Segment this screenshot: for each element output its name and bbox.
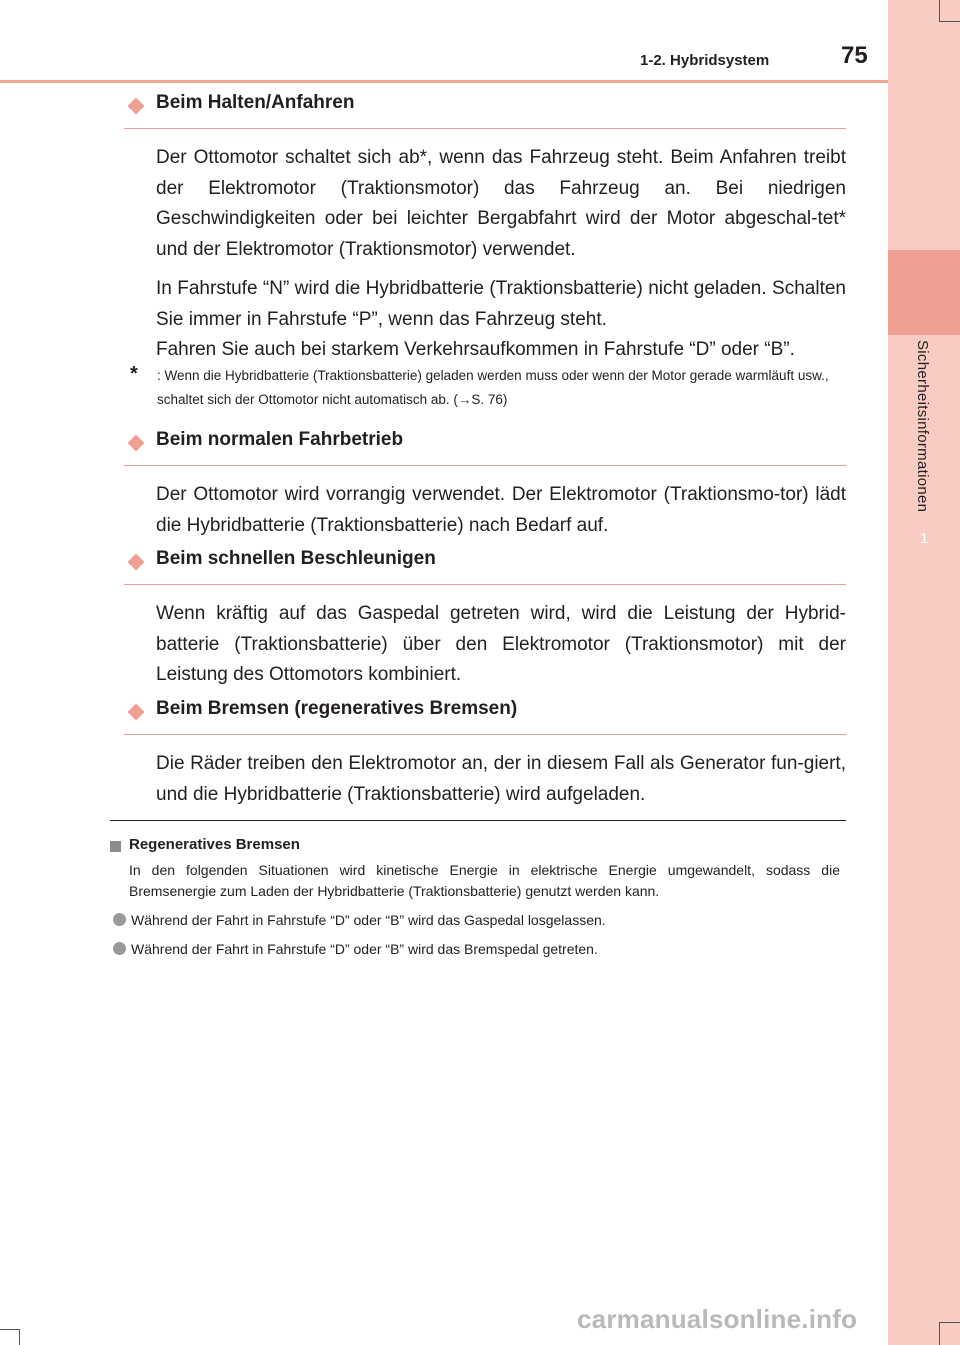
list-item-text: Während der Fahrt in Fahrstufe “D” oder “B” wird das Bremspedal getreten. [131,941,598,957]
crop-mark [0,1329,20,1330]
info-title: Regeneratives Bremsen [129,836,300,853]
crop-mark [939,0,940,22]
diamond-bullet-icon [128,98,145,115]
page-header [0,0,888,82]
crop-mark [939,1322,940,1345]
list-item [110,939,840,960]
info-body: In den folgenden Situationen wird kinetische Energie in elektrische Energie umgewandelt, sodass die Bremsenergie zum Laden der Hybridbatterie (Traktionsbatterie) genutzt werden kann. [129,862,840,899]
list-item-text: Während der Fahrt in Fahrstufe “D” oder “B” wird das Gaspedal losgelassen. [131,912,606,928]
footnote-marker: * [130,363,138,385]
diamond-bullet-icon [128,704,145,721]
body-paragraph: Die Räder treiben den Elektromotor an, der in diesem Fall als Generator fun-giert, und die Hybridbatterie (Traktionsbatterie) wird aufgeladen. [156,753,846,805]
header-section-title: 1-2. Hybridsystem [640,52,770,69]
section-schnelles-beschleunigen [124,546,846,691]
chapter-side-tab [888,0,960,1345]
body-paragraph: Fahren Sie auch bei starkem Verkehrsaufkommen in Fahrstufe “D” oder “B”. [156,339,795,360]
section-title: Beim Halten/Anfahren [156,92,355,113]
footnote-text: : Wenn die Hybridbatterie (Traktionsbatterie) geladen werden muss oder wenn der Motor gerade warmläuft usw., schaltet sich der Ottomotor nicht automatisch ab. (→S. 76) [157,368,829,407]
circle-bullet-icon [113,913,126,926]
chapter-number: 1 [919,530,929,547]
body-paragraph: In Fahrstufe “N” wird die Hybridbatterie (Traktionsbatterie) nicht geladen. Schalten Sie immer in Fahrstufe “P”, wenn das Fahrzeug steht. [156,278,846,330]
crop-mark [19,1329,20,1345]
body-paragraph: Wenn kräftig auf das Gaspedal getreten wird, wird die Leistung der Hybrid-batterie (Traktionsbatterie) über den Elektromotor (Traktionsmotor) mit der Leistung des Ottomotors kombiniert. [156,603,846,685]
section-normaler-fahrbetrieb [124,427,846,541]
section-title: Beim Bremsen (regeneratives Bremsen) [156,698,518,719]
info-heading [110,836,840,860]
diamond-bullet-icon [128,435,145,452]
header-rule [0,80,888,83]
section-heading [124,696,846,735]
list-item [110,910,840,931]
section-title: Beim schnellen Beschleunigen [156,548,436,569]
section-heading [124,90,846,129]
section-halten-anfahren [124,90,846,366]
watermark: carmanualsonline.info [577,1304,858,1334]
crop-mark [939,1322,960,1323]
section-heading [124,546,846,585]
diamond-bullet-icon [128,554,145,571]
circle-bullet-icon [113,942,126,955]
section-bremsen [124,696,846,810]
footnote [130,364,846,412]
section-divider [110,820,846,821]
info-regeneratives-bremsen [110,836,840,960]
body-paragraph: Der Ottomotor schaltet sich ab*, wenn das Fahrzeug steht. Beim Anfahren treibt der Elektromotor (Traktionsmotor) das Fahrzeug an. Bei niedrigen Geschwindigkeiten oder bei leichter Bergabfahrt wird der Motor abgeschal-tet* und der Elektromotor (Traktionsmotor) verwendet. [156,147,846,260]
crop-mark [939,21,960,22]
chapter-label: Sicherheitsinformationen [914,340,931,513]
section-title: Beim normalen Fahrbetrieb [156,429,404,450]
square-bullet-icon [110,841,121,852]
section-heading [124,427,846,466]
body-paragraph: Der Ottomotor wird vorrangig verwendet. Der Elektromotor (Traktionsmo-tor) lädt die Hybridbatterie (Traktionsbatterie) nach Bedarf auf. [156,484,846,536]
page-number: 75 [841,42,868,69]
